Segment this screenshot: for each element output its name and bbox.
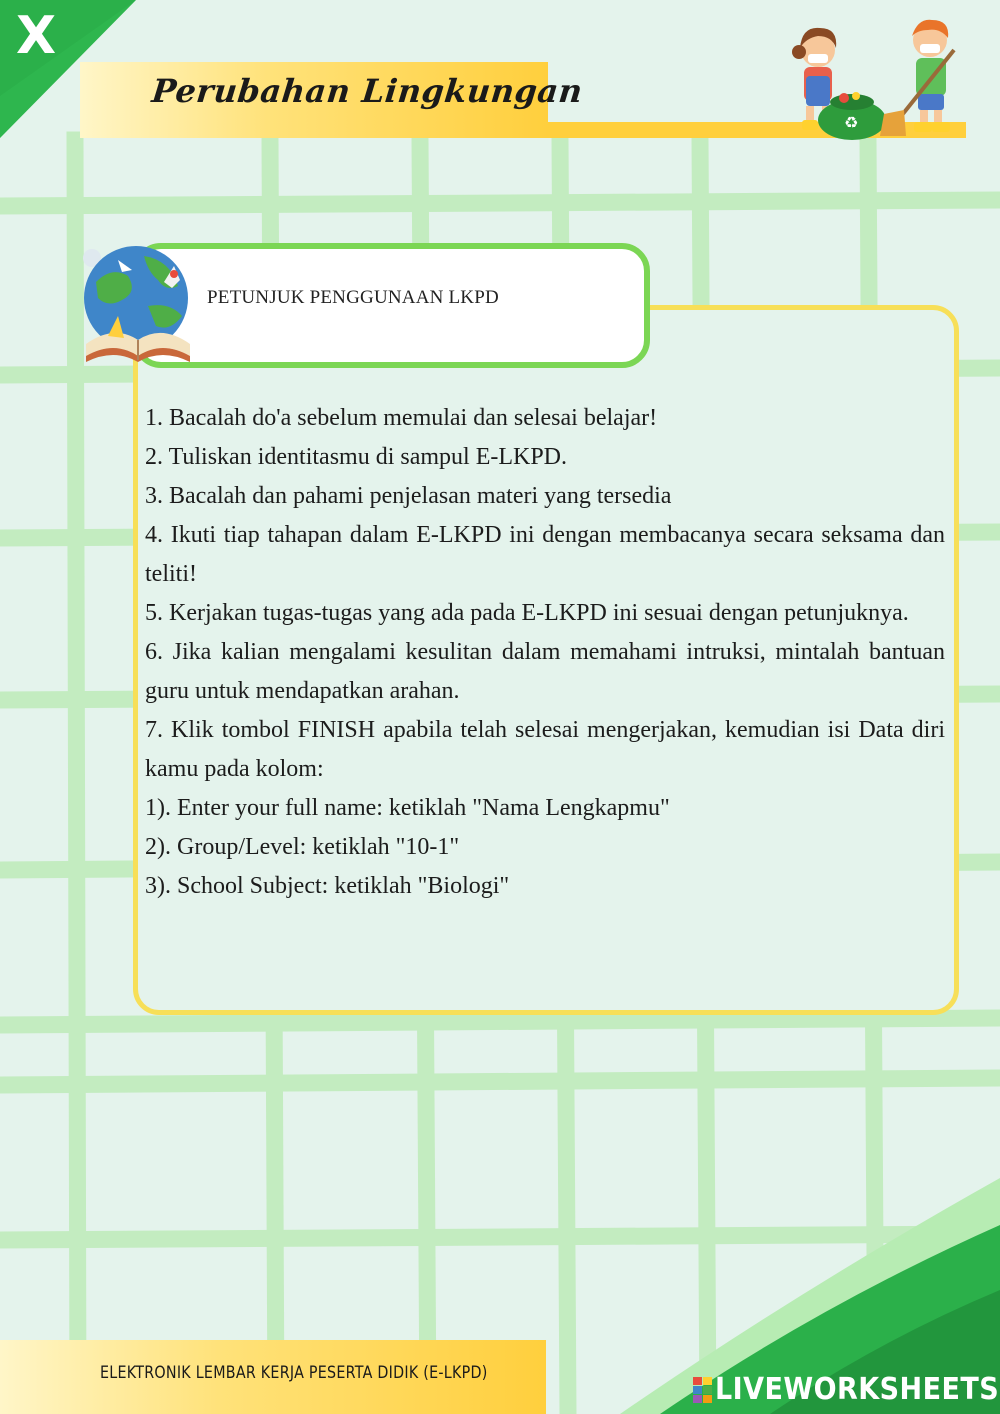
instruction-item: 3). School Subject: ketiklah "Biologi" — [145, 873, 510, 899]
instruction-item: 4. Ikuti tiap tahapan dalam E-LKPD ini dengan membacanya secara seksama dan teliti! — [145, 522, 945, 587]
instruction-item: 7. Klik tombol FINISH apabila telah selesai mengerjakan, kemudian isi Data diri kamu pada kolom: — [145, 717, 945, 782]
section-heading: PETUNJUK PENGGUNAAN LKPD — [207, 287, 499, 308]
instruction-item: 1. Bacalah do'a sebelum memulai dan selesai belajar! — [145, 405, 658, 431]
svg-text:♻: ♻ — [844, 113, 859, 132]
footer-text: ELEKTRONIK LEMBAR KERJA PESERTA DIDIK (E-LKPD) — [100, 1363, 488, 1383]
instruction-item: 3. Bacalah dan pahami penjelasan materi yang tersedia — [145, 483, 672, 509]
instruction-item: 5. Kerjakan tugas-tugas yang ada pada E-LKPD ini sesuai dengan petunjuknya. — [145, 600, 909, 626]
page-title: Perubahan Lingkungan — [150, 72, 585, 110]
instruction-item: 6. Jika kalian mengalami kesulitan dalam memahami intruksi, mintalah bantuan guru untuk mendapatkan arahan. — [145, 639, 945, 704]
instruction-item: 1). Enter your full name: ketiklah "Nama Lengkapmu" — [145, 795, 670, 821]
instruction-item: 2). Group/Level: ketiklah "10-1" — [145, 834, 460, 860]
instruction-item: 2. Tuliskan identitasmu di sampul E-LKPD. — [145, 444, 568, 470]
liveworksheets-brand: LIVEWORKSHEETS — [715, 1372, 1000, 1407]
class-badge-label: X — [16, 6, 57, 66]
liveworksheets-logo[interactable] — [693, 1372, 1000, 1407]
liveworksheets-icon — [693, 1377, 713, 1403]
